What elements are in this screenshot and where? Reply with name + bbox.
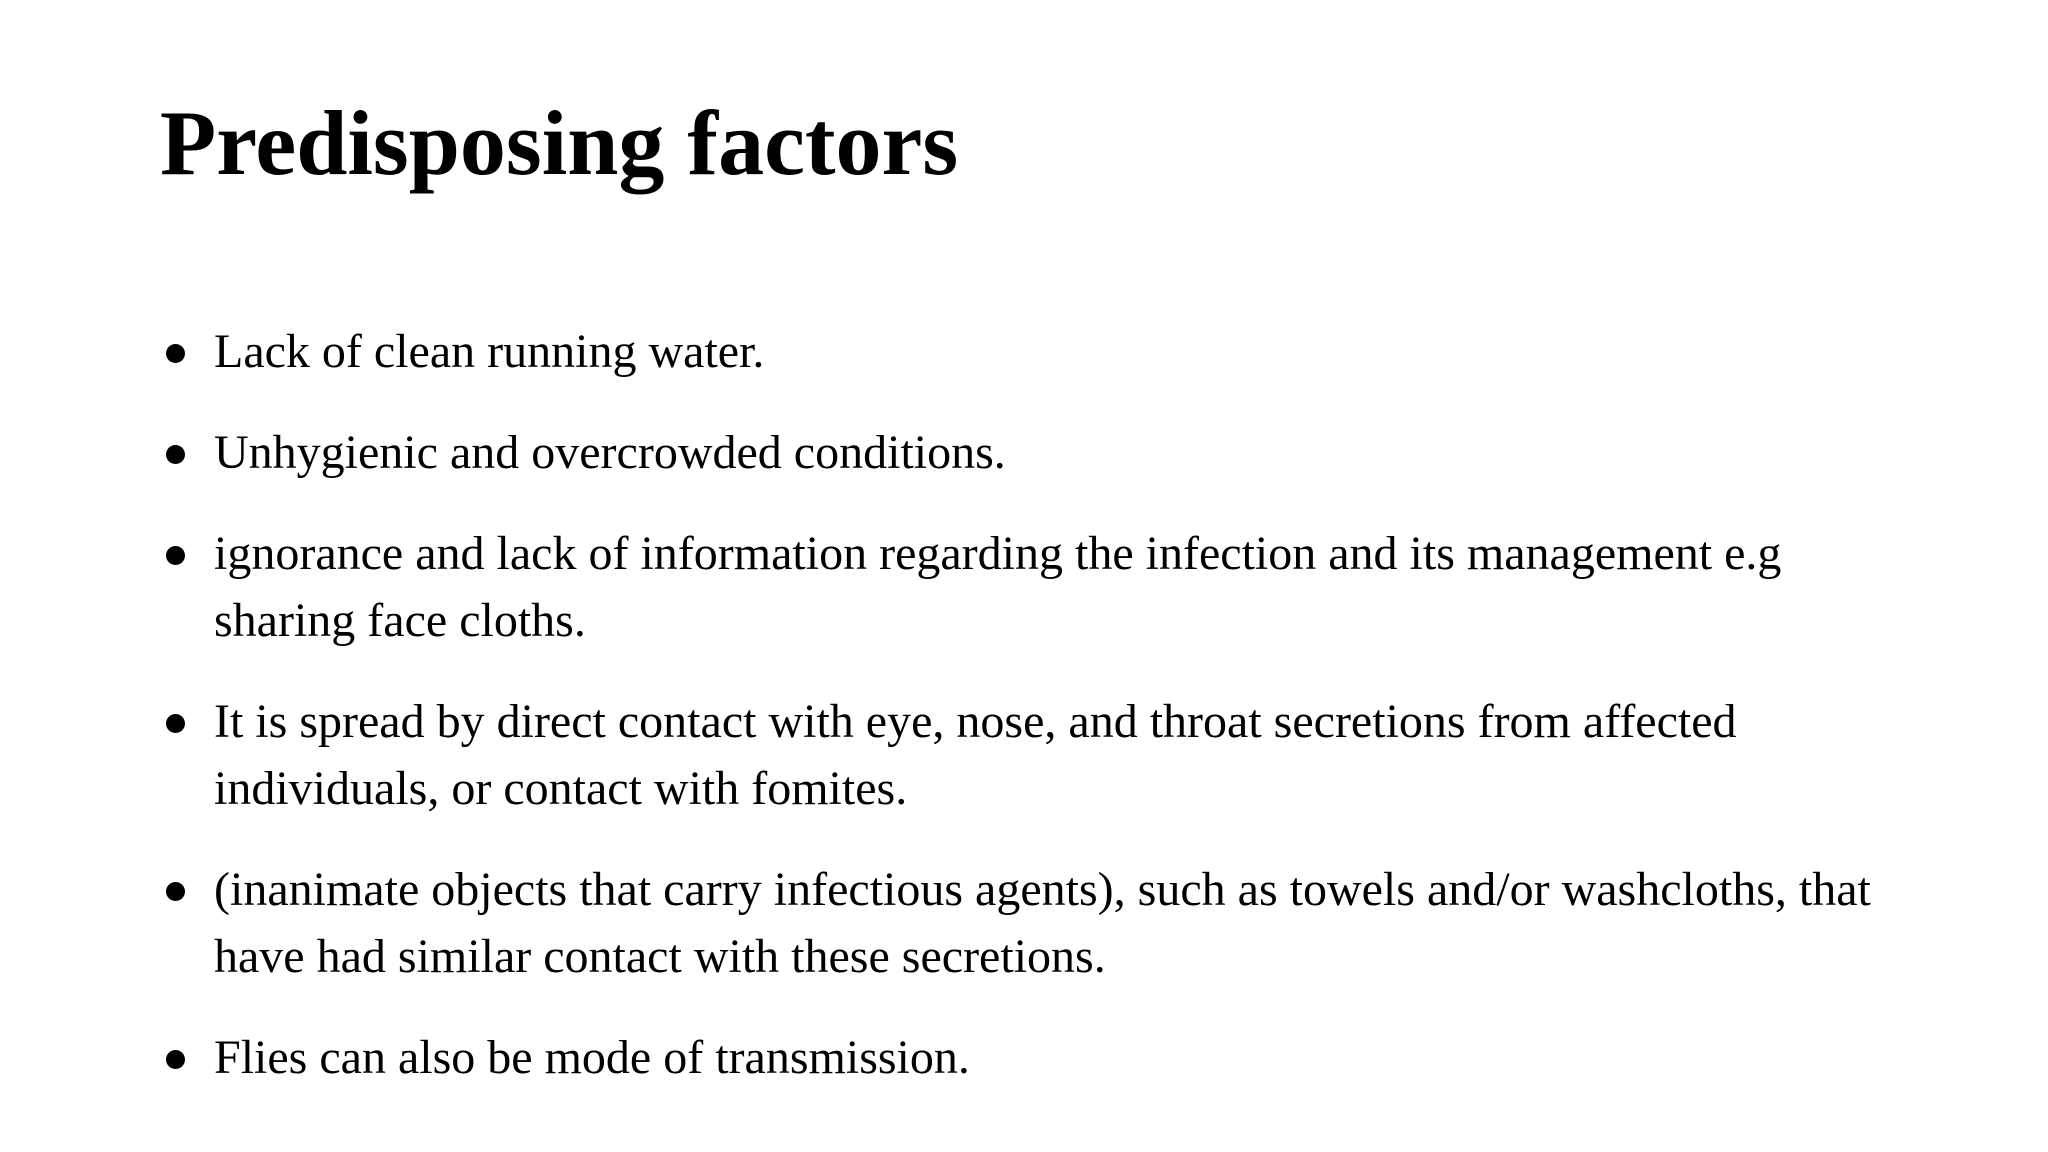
- bullet-dot-icon: [166, 344, 185, 363]
- bullet-dot-icon: [166, 1050, 185, 1069]
- bullet-text: Flies can also be mode of transmission.: [214, 1031, 970, 1084]
- bullet-text: (inanimate objects that carry infectious agents), such as towels and/or washcloths, that have had similar contact with these secretions.: [214, 863, 1871, 983]
- bullet-dot-icon: [166, 445, 185, 464]
- bullet-item: [160, 318, 1920, 385]
- bullet-text: ignorance and lack of information regarding the infection and its management e.g sharing face cloths.: [214, 527, 1782, 647]
- bullet-item: [160, 419, 1920, 486]
- bullet-item: [160, 520, 1920, 654]
- bullet-text: Unhygienic and overcrowded conditions.: [214, 426, 1006, 479]
- bullet-dot-icon: [166, 882, 185, 901]
- bullet-text: It is spread by direct contact with eye, nose, and throat secretions from affected individuals, or contact with fomites.: [214, 695, 1737, 815]
- slide-title: Predisposing factors: [160, 92, 959, 194]
- bullet-item: [160, 856, 1920, 990]
- bullet-dot-icon: [166, 546, 185, 565]
- bullet-dot-icon: [166, 714, 185, 733]
- bullet-text: Lack of clean running water.: [214, 325, 765, 378]
- bullet-list: [160, 318, 1920, 1125]
- bullet-item: [160, 1024, 1920, 1091]
- bullet-item: [160, 688, 1920, 822]
